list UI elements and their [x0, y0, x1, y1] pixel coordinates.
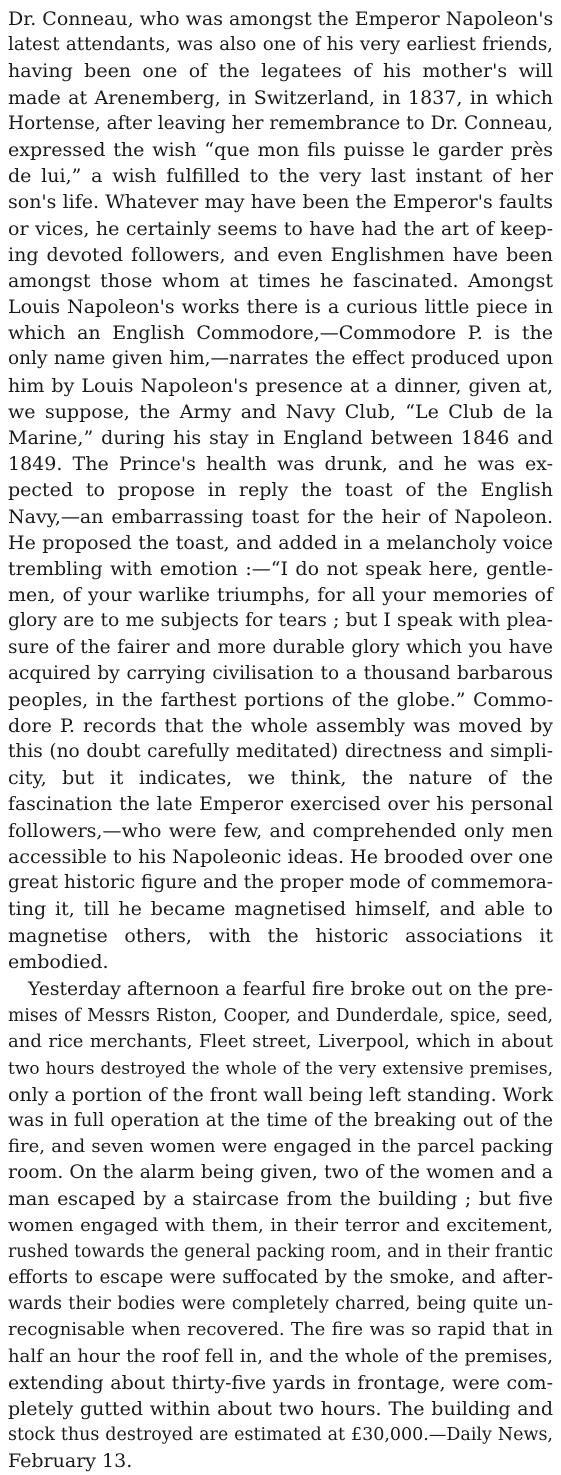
text-line: Navy,—an embarrassing toast for the heir of Napoleon.: [8, 505, 553, 528]
text-line: glory are to me subjects for tears ; but I speak with plea-: [8, 610, 553, 632]
text-line: acquired by carrying civilisation to a thousand barbarous: [8, 662, 553, 684]
text-line: accessible to his Napoleonic ideas. He brooded over one: [8, 846, 554, 868]
text-line: sure of the fairer and more durable glory which you have: [8, 636, 553, 658]
text-line: followers,—who were few, and comprehended only men: [8, 819, 553, 842]
text-line: women engaged with them, in their terror and excitement,: [8, 1214, 553, 1236]
text-line: city, but it indicates, we think, the nature of the: [8, 767, 553, 790]
text-line: wards their bodies were completely charred, being quite un-: [8, 1294, 553, 1315]
text-line: trembling with emotion :—“I do not speak here, gentle-: [8, 557, 553, 580]
text-line: pected to propose in reply the toast of the English: [8, 479, 553, 502]
text-line: recognisable when recovered. The fire was so rapid that in: [8, 1319, 553, 1341]
text-line: de lui,” a wish fulfilled to the very last instant of her: [8, 165, 553, 188]
text-line: dore P. records that the whole assembly was moved by: [8, 715, 553, 738]
text-line: rushed towards the general packing room, and in their frantic: [8, 1241, 553, 1262]
text-line: men, of your warlike triumphs, for all your memories of: [8, 584, 553, 607]
text-line: Yesterday afternoon a fearful fire broke out on the pre-: [28, 978, 553, 1000]
text-line: efforts to escape were suffocated by the smoke, and after-: [8, 1267, 553, 1288]
text-line: room. On the alarm being given, two of the women and a: [8, 1162, 553, 1184]
text-line: him by Louis Napoleon's presence at a dinner, given at,: [8, 374, 553, 397]
text-line: only a portion of the front wall being left standing. Work: [8, 1083, 553, 1106]
text-line: Marine,” during his stay in England between 1846 and: [8, 427, 553, 449]
text-line: ting it, till he became magnetised himself, and able to: [8, 898, 553, 921]
text-line: ing devoted followers, and even Englishmen have been: [8, 243, 553, 266]
text-line: we suppose, the Army and Navy Club, “Le Club de la: [8, 400, 553, 423]
text-line: Hortense, after leaving her remembrance to Dr. Conneau,: [8, 112, 553, 134]
text-line: Louis Napoleon's works there is a curious little piece in: [8, 296, 553, 319]
text-line: which an English Commodore,—Commodore P. is the: [8, 322, 553, 345]
text-line: fascination the late Emperor exercised over his personal: [8, 793, 553, 815]
text-line: fire, and seven women were engaged in the parcel packing: [8, 1136, 553, 1158]
text-line: made at Arenemberg, in Switzerland, in 1837, in which: [8, 86, 553, 109]
text-line: extending about thirty-five yards in frontage, were com-: [8, 1371, 553, 1394]
text-line: or vices, he certainly seems to have had the art of keep-: [8, 217, 553, 240]
text-line: pletely gutted within about two hours. The building and: [8, 1397, 553, 1420]
text-line: having been one of the legatees of his mother's will: [8, 60, 553, 83]
text-line: this (no doubt carefully meditated) directness and simpli-: [8, 741, 553, 763]
text-line: 1849. The Prince's health was drunk, and he was ex-: [8, 453, 553, 476]
text-line: embodied.: [8, 950, 109, 973]
text-line: magnetise others, with the historic associations it: [8, 924, 553, 947]
text-line: son's life. Whatever may have been the Emperor's faults: [8, 191, 553, 214]
text-line: half an hour the roof fell in, and the whole of the premises,: [8, 1345, 553, 1367]
text-line: expressed the wish “que mon fils puisse le garder près: [8, 138, 553, 161]
text-line: amongst those whom at times he fascinated. Amongst: [8, 269, 553, 292]
text-line: He proposed the toast, and added in a melancholy voice: [8, 531, 553, 554]
text-line: only name given him,—narrates the effect produced upon: [8, 348, 553, 370]
text-line: great historic figure and the proper mode of commemora-: [8, 872, 553, 894]
text-line: latest attendants, was also one of his very earliest friends,: [8, 34, 553, 56]
text-line: Dr. Conneau, who was amongst the Emperor Napoleon's: [8, 8, 554, 30]
text-line: stock thus destroyed are estimated at £30,000.—Daily News,: [8, 1425, 553, 1446]
text-line: was in full operation at the time of the breaking out of the: [8, 1109, 553, 1131]
text-line: and rice merchants, Fleet street, Liverpool, which in about: [8, 1031, 553, 1053]
paragraph-liverpool-fire: [8, 977, 553, 1475]
text-line: man escaped by a staircase from the building ; but five: [8, 1188, 553, 1211]
text-line: two hours destroyed the whole of the very extensive premises,: [8, 1058, 553, 1079]
text-line: mises of Messrs Riston, Cooper, and Dunderdale, spice, seed,: [8, 1006, 553, 1027]
text-line: February 13.: [8, 1450, 133, 1473]
text-line: peoples, in the farthest portions of the globe.” Commo-: [8, 688, 553, 711]
paragraph-napoleon: [8, 6, 553, 975]
